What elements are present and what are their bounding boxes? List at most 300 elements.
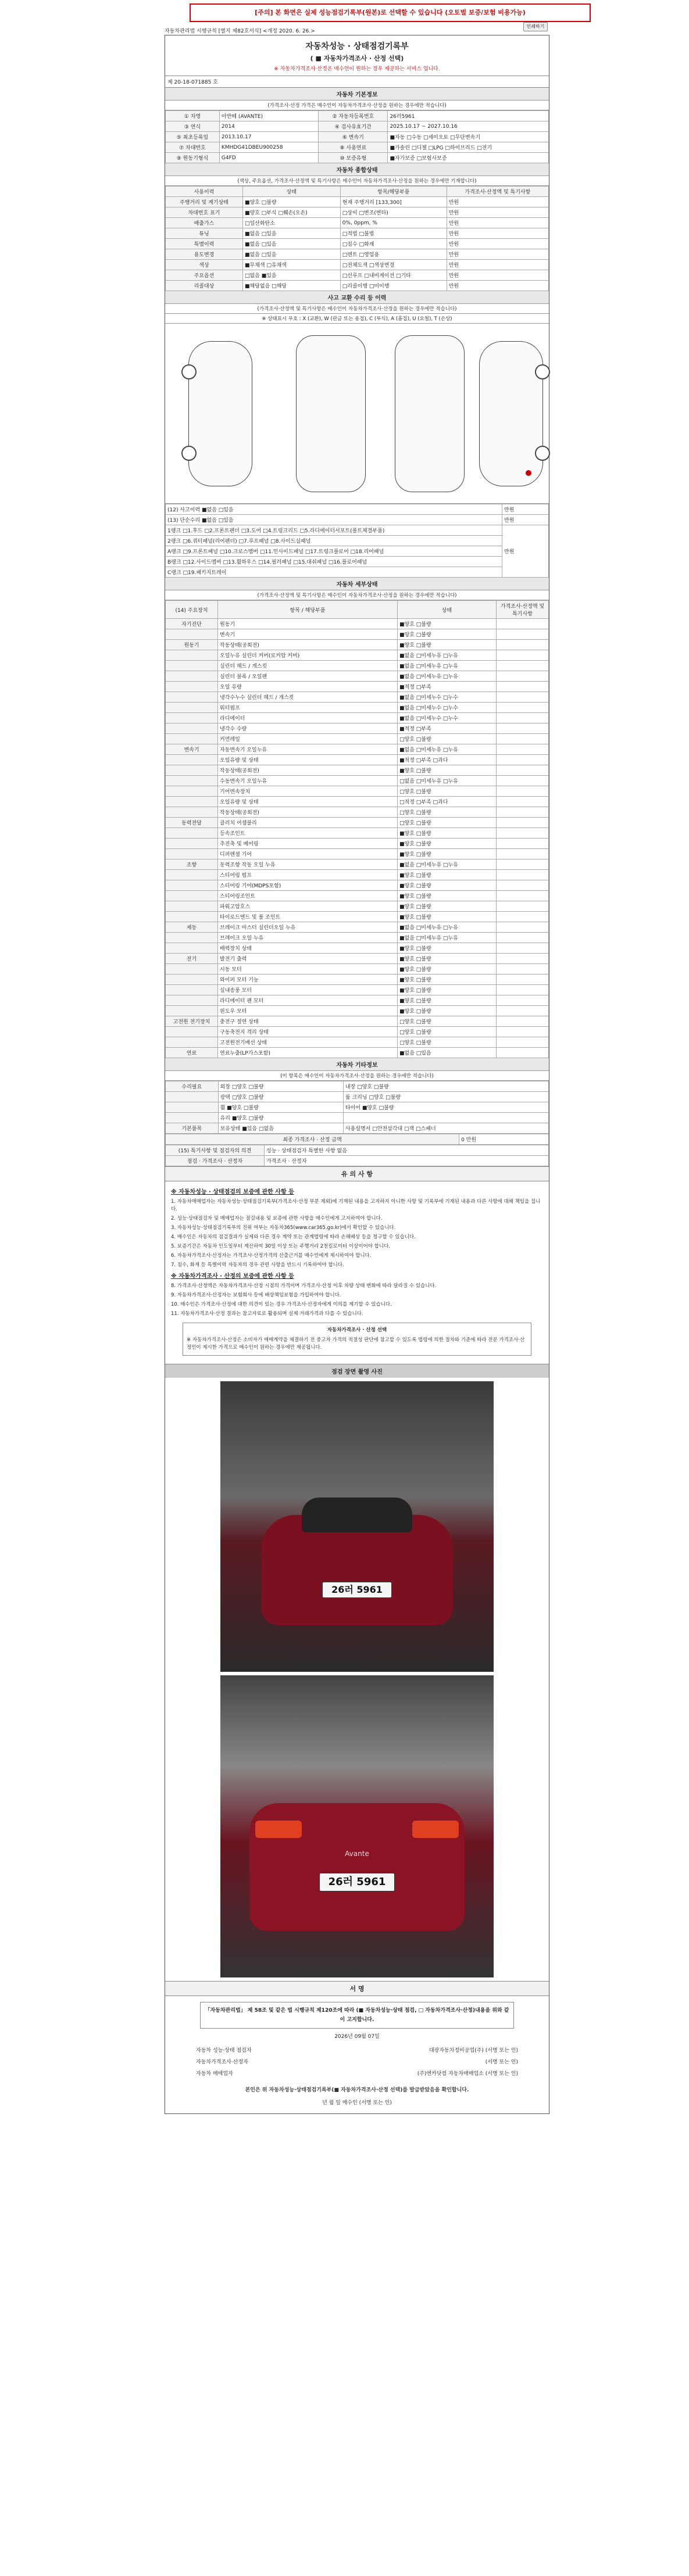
amount-cell <box>497 1006 549 1016</box>
table-row <box>166 713 549 723</box>
part-label: 실린더 블록 / 오일팬 <box>218 671 398 682</box>
table-cell <box>166 1102 219 1113</box>
table-row <box>166 723 549 734</box>
device-label: 고전원 전기장치 <box>166 1016 218 1027</box>
amount-cell <box>497 786 549 797</box>
device-label <box>166 933 218 943</box>
part-label: 브레이크 마스터 실린더오일 누유 <box>218 922 398 933</box>
table-row <box>166 1027 549 1037</box>
part-label: 시동 모터 <box>218 964 398 974</box>
inspector-table: (15) 특기사항 및 점검자의 의견 성능 · 상태점검자 특별한 사항 없음 점검 · 가격조사 · 산정자 가격조사 · 산정자 <box>165 1145 549 1166</box>
field-value: ■자동 □수동 □세미오토 □무단변속기 <box>388 132 549 142</box>
rank2-row: 2랭크 □6.쿼터패널(리어펜더) □7.루프패널 □8.사이드실패널 <box>166 536 502 546</box>
print-button[interactable]: 인쇄하기 <box>523 22 548 31</box>
part-label: 구동축전지 격리 상태 <box>218 1027 398 1037</box>
amount-cell <box>497 713 549 723</box>
device-label <box>166 671 218 682</box>
field-value: 2013.10.17 <box>219 132 318 142</box>
law-line: 자동차관리법 시행규칙 [별지 제82호서식] <개정 2020. 6. 26.> <box>165 28 315 34</box>
table-cell: ■해당없음 □해당 <box>242 281 340 291</box>
table-cell: 내장 □양호 □불량 <box>343 1081 548 1092</box>
part-label: 워터펌프 <box>218 703 398 713</box>
table-row <box>166 912 549 922</box>
device-label: 조향 <box>166 859 218 870</box>
table-row <box>166 1048 549 1058</box>
table-row <box>166 1016 549 1027</box>
part-label: 작동상태(공회전) <box>218 765 398 776</box>
status-value: ■양호 □불량 <box>398 619 497 629</box>
device-label <box>166 839 218 849</box>
amount-cell <box>497 671 549 682</box>
detail-head: 자동차 세부상태 <box>165 578 549 590</box>
part-label: 냉각수누수 실린더 헤드 / 개스킷 <box>218 692 398 703</box>
column-header: 항목/해당부품 <box>340 187 447 197</box>
table-row <box>166 281 549 291</box>
field-value: ■자가보증 □보험사보증 <box>388 153 549 163</box>
part-label: 기어변속장치 <box>218 786 398 797</box>
status-value: ■없음 □있음 <box>398 1048 497 1058</box>
note-item: 3. 자동차성능·상태점검기록부의 진위 여부는 자동차365(www.car365.go.kr)에서 확인할 수 있습니다. <box>171 1225 396 1231</box>
amount-cell <box>497 776 549 786</box>
field-value: G4FD <box>219 153 318 163</box>
table-cell: 만원 <box>447 207 548 218</box>
status-value: ■없음 □미세누수 □누수 <box>398 703 497 713</box>
status-value: ■양호 □불량 <box>398 985 497 995</box>
status-value: ■양호 □불량 <box>398 954 497 964</box>
note-item: 5. 보증기간은 자동차 인도일부터 계산하여 30일 이상 또는 주행거리 2천킬로미터 이상이어야 합니다. <box>171 1244 390 1249</box>
amount-cell <box>497 880 549 891</box>
table-row <box>166 153 549 163</box>
table-row <box>166 692 549 703</box>
part-label: 스티어링 기어(MDPS포함) <box>218 880 398 891</box>
rank1-row: 1랭크 □1.후드 □2.프론트펜더 □3.도어 □4.트렁크리드 □5.라디에이터서포트(볼트체결부품) <box>166 525 502 536</box>
car-side-right <box>479 341 543 486</box>
table-cell: □리콜이행 □미이행 <box>340 281 447 291</box>
status-value: ■양호 □불량 <box>398 891 497 901</box>
status-value: □양호 □불량 <box>398 786 497 797</box>
device-label <box>166 786 218 797</box>
field-label: ⑨ 원동기형식 <box>166 153 220 163</box>
field-label: ③ 연식 <box>166 121 220 132</box>
column-header: 가격조사·산정액 및 특기사항 <box>447 187 548 197</box>
device-label: 동력전달 <box>166 818 218 828</box>
table-row <box>166 650 549 661</box>
amount-cell <box>497 1048 549 1058</box>
device-label: 전기 <box>166 954 218 964</box>
table-cell: 0%, 0ppm, % <box>340 218 447 228</box>
part-label: 실내송풍 모터 <box>218 985 398 995</box>
note-item: 7. 침수, 화재 등 특별이력 자동차의 경우 관련 사항을 반드시 기록하여야 합니다. <box>171 1262 344 1268</box>
part-label: 윈도우 모터 <box>218 1006 398 1016</box>
table-row <box>166 703 549 713</box>
device-label <box>166 985 218 995</box>
device-label: 자기진단 <box>166 619 218 629</box>
amount-cell <box>497 985 549 995</box>
part-label: 발전기 출력 <box>218 954 398 964</box>
note-item: 1. 자동차매매업자는 자동차성능·상태점검기록부(가격조사·산정 부분 제외)에 기재된 내용을 고지하지 아니한 사항 및 기록부에 기재된 내용과 다른 사항에 대해 책임을 집니다. <box>171 1199 541 1212</box>
table-cell: □전체도색 □색상변경 <box>340 260 447 270</box>
status-value: ■양호 □불량 <box>398 839 497 849</box>
amount-cell <box>497 964 549 974</box>
table-cell: 만원 <box>447 218 548 228</box>
status-value: ■적정 □부족 <box>398 682 497 692</box>
inspection-record <box>165 35 549 2114</box>
status-value: □없음 □미세누유 □누유 <box>398 776 497 786</box>
device-label <box>166 870 218 880</box>
table-cell: 사용설명서 □안전삼각대 □잭 □스패너 <box>343 1123 548 1134</box>
accident-row: (12) 사고이력 ■없음 □있음 <box>166 504 502 515</box>
table-row <box>166 933 549 943</box>
diagram-head: 사고 교환 수리 등 이력 <box>165 291 549 304</box>
table-row <box>166 995 549 1006</box>
field-value: 2025.10.17 ~ 2027.10.16 <box>388 121 549 132</box>
final-amount-table <box>165 1134 549 1145</box>
part-label: 파워고압호스 <box>218 901 398 912</box>
table-cell: 색상 <box>166 260 243 270</box>
amount-cell <box>497 744 549 755</box>
table-cell: □일산화탄소 <box>242 218 340 228</box>
wheel-icon <box>535 446 550 461</box>
car-top <box>296 335 366 492</box>
final-amount-value: 0 만원 <box>459 1134 549 1145</box>
table-cell: 현재 주행거리 [133,300] <box>340 197 447 207</box>
table-cell: ■없음 □있음 <box>242 239 340 249</box>
status-value: ■양호 □불량 <box>398 870 497 880</box>
table-row <box>166 985 549 995</box>
part-label: 디퍼렌셜 기어 <box>218 849 398 859</box>
table-cell: ■없음 □있음 <box>242 249 340 260</box>
status-value: ■양호 □불량 <box>398 640 497 650</box>
general-sub: (색상, 주요옵션, 가격조사·산정액 및 특기사항은 매수인이 자동차가격조사·산정을 원하는 경우에만 기재합니다) <box>165 176 549 186</box>
amount-cell <box>497 974 549 985</box>
note-item: 2. 성능·상태점검자 및 매매업자는 점검내용 및 보증에 관한 사항을 매수인에게 고지하여야 합니다. <box>171 1216 383 1221</box>
device-label <box>166 797 218 807</box>
table-row <box>166 218 549 228</box>
table-cell: 룸 크리닝 □양호 □불량 <box>343 1092 548 1102</box>
status-value: □양호 □불량 <box>398 807 497 818</box>
part-label: 라디에이터 팬 모터 <box>218 995 398 1006</box>
note-item: 6. 자동차가격조사·산정자는 가격조사·산정가격의 산출근거를 매수인에게 제시하여야 합니다. <box>171 1253 372 1259</box>
table-row <box>166 797 549 807</box>
car-side-left <box>188 341 252 486</box>
device-label <box>166 1006 218 1016</box>
column-header: (14) 주요장치 <box>166 601 218 619</box>
part-label: 라디에이터 <box>218 713 398 723</box>
windshield <box>302 1497 412 1532</box>
rankB-row: B랭크 □12.사이드멤버 □13.휠하우스 □14.필러패널 □15.대쉬패널 □16.플로어패널 <box>166 557 502 567</box>
status-value: ■적정 □부족 □과다 <box>398 755 497 765</box>
table-cell: □상이 □변조(변타) <box>340 207 447 218</box>
status-value: ■없음 □미세누유 □누유 <box>398 933 497 943</box>
amount-cell <box>497 818 549 828</box>
notes-body <box>165 1181 549 1364</box>
amount-cell <box>497 650 549 661</box>
table-cell: 주행거리 및 계기상태 <box>166 197 243 207</box>
part-label: 오일유량 및 상태 <box>218 797 398 807</box>
amount-cell <box>497 619 549 629</box>
device-label <box>166 807 218 818</box>
status-value: ■양호 □불량 <box>398 974 497 985</box>
part-label: 동력조향 작동 오일 누유 <box>218 859 398 870</box>
diagram-legend: ※ 상태표시 부호 : X (교환), W (판금 또는 용접), C (부식), A (흠집), U (요철), T (손상) <box>165 314 549 324</box>
table-cell: 보유상태 ■있음 □없음 <box>218 1123 343 1134</box>
device-label <box>166 723 218 734</box>
part-label: 스티어링 펌프 <box>218 870 398 880</box>
note-item: 9. 자동차가격조사·산정자는 보험회사 등에 배상책임보험을 가입하여야 합니다. <box>171 1292 341 1298</box>
device-label <box>166 1037 218 1048</box>
table-row <box>166 197 549 207</box>
device-label <box>166 765 218 776</box>
part-label: 오일누유 실린더 커버(로커암 커버) <box>218 650 398 661</box>
table-cell: 만원 <box>447 228 548 239</box>
amount-cell <box>497 703 549 713</box>
table-cell: ■없음 □있음 <box>242 228 340 239</box>
car-bottom <box>395 335 465 492</box>
device-label <box>166 901 218 912</box>
part-label: 와이퍼 모터 기능 <box>218 974 398 985</box>
part-label: 작동상태(공회전) <box>218 640 398 650</box>
notice-banner: [주의] 본 화면은 실제 성능점검기록부(원본)로 선택할 수 있습니다 (오토벌 보증/보험 비용가능) <box>190 3 591 22</box>
table-row <box>166 260 549 270</box>
part-label: 추진축 및 베어링 <box>218 839 398 849</box>
device-label <box>166 995 218 1006</box>
device-label <box>166 849 218 859</box>
title-box <box>165 35 549 76</box>
field-label: ⑥ 변속기 <box>319 132 388 142</box>
basic-info-table <box>165 110 549 163</box>
field-label: ① 차명 <box>166 111 220 121</box>
status-value: ■양호 □불량 <box>398 849 497 859</box>
table-row <box>166 228 549 239</box>
status-value: □양호 □불량 <box>398 818 497 828</box>
amount-cell <box>497 765 549 776</box>
part-label: 변속기 <box>218 629 398 640</box>
rear-badge: Avante <box>345 1850 369 1858</box>
repair-row: (13) 단순수리 ■없음 □있음 <box>166 515 502 525</box>
status-value: ■없음 □미세누수 □누수 <box>398 713 497 723</box>
field-value: 26러5961 <box>388 111 549 121</box>
part-label: 스티어링조인트 <box>218 891 398 901</box>
device-label <box>166 692 218 703</box>
front-plate: 26러 5961 <box>322 1582 392 1598</box>
status-value: ■없음 □미세누유 □누유 <box>398 650 497 661</box>
table-cell: 광택 □양호 □불량 <box>218 1092 343 1102</box>
device-label <box>166 682 218 692</box>
doc-warning: ※ 자동차가격조사·산정은 매수인이 원하는 경우 제공하는 서비스 입니다. <box>274 66 440 72</box>
status-value: □양호 □불량 <box>398 734 497 744</box>
table-row <box>166 1092 549 1102</box>
table-cell: 만원 <box>447 197 548 207</box>
device-label <box>166 974 218 985</box>
table-cell: ■양호 □부식 □훼손(오손) <box>242 207 340 218</box>
car-diagram <box>165 324 549 504</box>
table-row <box>166 111 549 121</box>
sign-head: 서 명 <box>165 1981 549 1996</box>
note-item: 8. 가격조사·산정액은 자동차가격조사·산정 시점의 가격이며 가격조사·산정 이후 차량 상태 변화에 따라 달라질 수 있습니다. <box>171 1283 437 1289</box>
table-row <box>166 619 549 629</box>
wheel-icon <box>535 364 550 379</box>
part-label: 작동상태(공회전) <box>218 807 398 818</box>
table-row <box>166 901 549 912</box>
table-row <box>166 142 549 153</box>
table-cell: □침수 □화재 <box>340 239 447 249</box>
field-value: ■가솔린 □디젤 □LPG □하이브리드 □전기 <box>388 142 549 153</box>
table-cell: ■무채색 □유채색 <box>242 260 340 270</box>
table-cell: 외장 □양호 □불량 <box>218 1081 343 1092</box>
amount-cell <box>497 828 549 839</box>
table-row <box>166 839 549 849</box>
amount-cell <box>497 849 549 859</box>
amount-cell <box>497 839 549 849</box>
part-label: 고전원전기배선 상태 <box>218 1037 398 1048</box>
table-row <box>166 818 549 828</box>
rankC-row: C랭크 □19.패키지트레이 <box>166 567 502 578</box>
device-label <box>166 650 218 661</box>
wheel-icon <box>181 364 197 379</box>
table-row <box>166 682 549 692</box>
status-value: ■양호 □불량 <box>398 912 497 922</box>
table-cell: 배출가스 <box>166 218 243 228</box>
status-value: ■양호 □불량 <box>398 964 497 974</box>
tail-light-right <box>412 1821 459 1838</box>
basic-info-sub: (가격조사·산정 가격은 매수인이 자동차가격조사·산정을 원하는 경우에만 적습니다) <box>165 101 549 110</box>
device-label <box>166 1027 218 1037</box>
amount-cell <box>497 797 549 807</box>
table-row <box>166 828 549 839</box>
table-cell: ■양호 □불량 <box>242 197 340 207</box>
table-cell <box>166 1113 219 1123</box>
column-header: 상태 <box>398 601 497 619</box>
device-label: 연료 <box>166 1048 218 1058</box>
note-item: 4. 매수인은 자동차의 점검결과가 실제와 다른 경우 계약 또는 관계법령에 따라 손해배상 등을 청구할 수 있습니다. <box>171 1234 416 1240</box>
device-label <box>166 661 218 671</box>
table-row <box>166 207 549 218</box>
table-cell: 튜닝 <box>166 228 243 239</box>
part-label: 배력장치 상태 <box>218 943 398 954</box>
device-label <box>166 943 218 954</box>
table-row <box>166 776 549 786</box>
device-label: 원동기 <box>166 640 218 650</box>
amount-cell <box>497 912 549 922</box>
status-value: ■없음 □미세누유 □누유 <box>398 744 497 755</box>
table-row <box>166 1113 549 1123</box>
amount-cell <box>497 640 549 650</box>
amount-cell <box>497 661 549 671</box>
device-label: 변속기 <box>166 744 218 755</box>
table-row <box>166 974 549 985</box>
column-header: 가격조사·산정액 및 특기사항 <box>497 601 549 619</box>
part-label: 오일 유량 <box>218 682 398 692</box>
table-cell: □선루프 □내비게이션 □기타 <box>340 270 447 281</box>
status-value: ■양호 □불량 <box>398 765 497 776</box>
damage-mark-icon <box>526 470 531 476</box>
table-cell: 휠 ■양호 □불량 <box>218 1102 343 1113</box>
status-value: □적정 □부족 □과다 <box>398 797 497 807</box>
status-value: □양호 □불량 <box>398 1016 497 1027</box>
doc-subtitle: ( ■ 자동차가격조사 · 산정 선택) <box>310 55 404 62</box>
amount-cell <box>497 859 549 870</box>
basic-info-head: 자동차 기본정보 <box>165 88 549 101</box>
table-row <box>166 1102 549 1113</box>
table-row <box>166 1123 549 1134</box>
table-cell: 특별이력 <box>166 239 243 249</box>
part-label: 원동기 <box>218 619 398 629</box>
table-row <box>166 943 549 954</box>
device-label <box>166 713 218 723</box>
field-label: ⑤ 최초등록일 <box>166 132 220 142</box>
final-amount-label: 최종 가격조사 · 산정 금액 <box>166 1134 459 1145</box>
status-value: ■없음 □미세누유 □누유 <box>398 922 497 933</box>
status-value: ■양호 □불량 <box>398 880 497 891</box>
table-row <box>166 121 549 132</box>
device-label <box>166 828 218 839</box>
doc-title: 자동차성능 · 상태점검기록부 <box>305 42 409 51</box>
table-row <box>166 964 549 974</box>
amount-cell <box>497 891 549 901</box>
status-value: ■없음 □미세누수 □누수 <box>398 692 497 703</box>
part-label: 실린더 헤드 / 개스킷 <box>218 661 398 671</box>
photo-rear <box>220 1675 494 1977</box>
table-row <box>166 849 549 859</box>
price-choice-box: 자동차가격조사 · 산정 선택 ※ 자동차가격조사·산정은 소비자가 매매계약을 체결하기 전 중고차 가격의 적절성 판단에 참고할 수 있도록 법령에 의한 절차와 기준에 따라 전문 가격조사·산정인이 제시한 가격으로 매수인이 원하는 경우에만 제공됩니다. <box>183 1323 531 1356</box>
amount-cell <box>497 995 549 1006</box>
field-label: ⑧ 사용연료 <box>319 142 388 153</box>
note-item: 11. 자동차가격조사·산정 결과는 참고자료로 활용되며 실제 거래가격과 다를 수 있습니다. <box>171 1311 363 1317</box>
device-label <box>166 912 218 922</box>
table-row <box>166 880 549 891</box>
device-label <box>166 776 218 786</box>
part-label: 커먼레일 <box>218 734 398 744</box>
part-label: 타이로드엔드 및 볼 조인트 <box>218 912 398 922</box>
status-value: ■양호 □불량 <box>398 1006 497 1016</box>
amount-cell <box>497 922 549 933</box>
part-label: 클러치 어셈블리 <box>218 818 398 828</box>
amount-cell <box>497 755 549 765</box>
notes-heading-1: ※ 자동차성능 · 상태점검의 보증에 관한 사항 등 <box>171 1189 294 1195</box>
other-table <box>165 1081 549 1134</box>
device-label <box>166 734 218 744</box>
table-cell: 유리 ■양호 □불량 <box>218 1113 343 1123</box>
device-label: 제동 <box>166 922 218 933</box>
device-label <box>166 964 218 974</box>
table-cell: 만원 <box>447 249 548 260</box>
amount-cell <box>497 1037 549 1048</box>
amount-cell <box>497 723 549 734</box>
table-cell: 만원 <box>447 260 548 270</box>
device-label <box>166 703 218 713</box>
notes-heading-2: ※ 자동차가격조사 · 산정의 보증에 관한 사항 등 <box>171 1273 294 1280</box>
tail-light-left <box>255 1821 302 1838</box>
general-table <box>165 186 549 291</box>
notes-head: 유 의 사 항 <box>165 1166 549 1181</box>
rear-plate: 26러 5961 <box>319 1873 395 1891</box>
sign-box: 「자동차관리법」 제 58조 및 같은 법 시행규칙 제120조에 따라 (■ 자동차성능·상태 점검, □ 자동차가격조사·산정)내용을 위와 같이 고지합니다. 2026년 09월 07일 자동차 성능·상태 점검자 대광자동차정비공업(주) (서명 또는 인) 자동차가격조사·산정자 (서명 또는 인) 자동차 매매업자 (주)엔카닷컴 자동차매매업소 (서명 또는 인) 본인은 위 자동차성능·상태점검기록부(■ 자동차가격조사·산정 선택)를 발급받았음을 확인합니다. 년 월 일 매수인 (서명 또는 인) <box>165 1996 549 2113</box>
table-cell: 타이어 ■양호 □불량 <box>343 1102 548 1113</box>
table-row <box>166 891 549 901</box>
column-header: 사용이력 <box>166 187 243 197</box>
rankA-row: A랭크 □9.프론트패널 □10.크로스멤버 □11.인사이드패널 □17.트렁크플로어 □18.리어패널 <box>166 546 502 557</box>
amount-cell <box>497 629 549 640</box>
amount-cell <box>497 870 549 880</box>
general-head: 자동차 종합상태 <box>165 163 549 176</box>
status-value: ■양호 □불량 <box>398 943 497 954</box>
amount-cell <box>497 901 549 912</box>
table-row <box>166 629 549 640</box>
table-row <box>166 671 549 682</box>
part-label: 등속조인트 <box>218 828 398 839</box>
device-label <box>166 891 218 901</box>
sign-table: 자동차 성능·상태 점검자 대광자동차정비공업(주) (서명 또는 인) 자동차가격조사·산정자 (서명 또는 인) 자동차 매매업자 (주)엔카닷컴 자동차매매업소 (서명 또는 인) <box>196 2048 518 2077</box>
